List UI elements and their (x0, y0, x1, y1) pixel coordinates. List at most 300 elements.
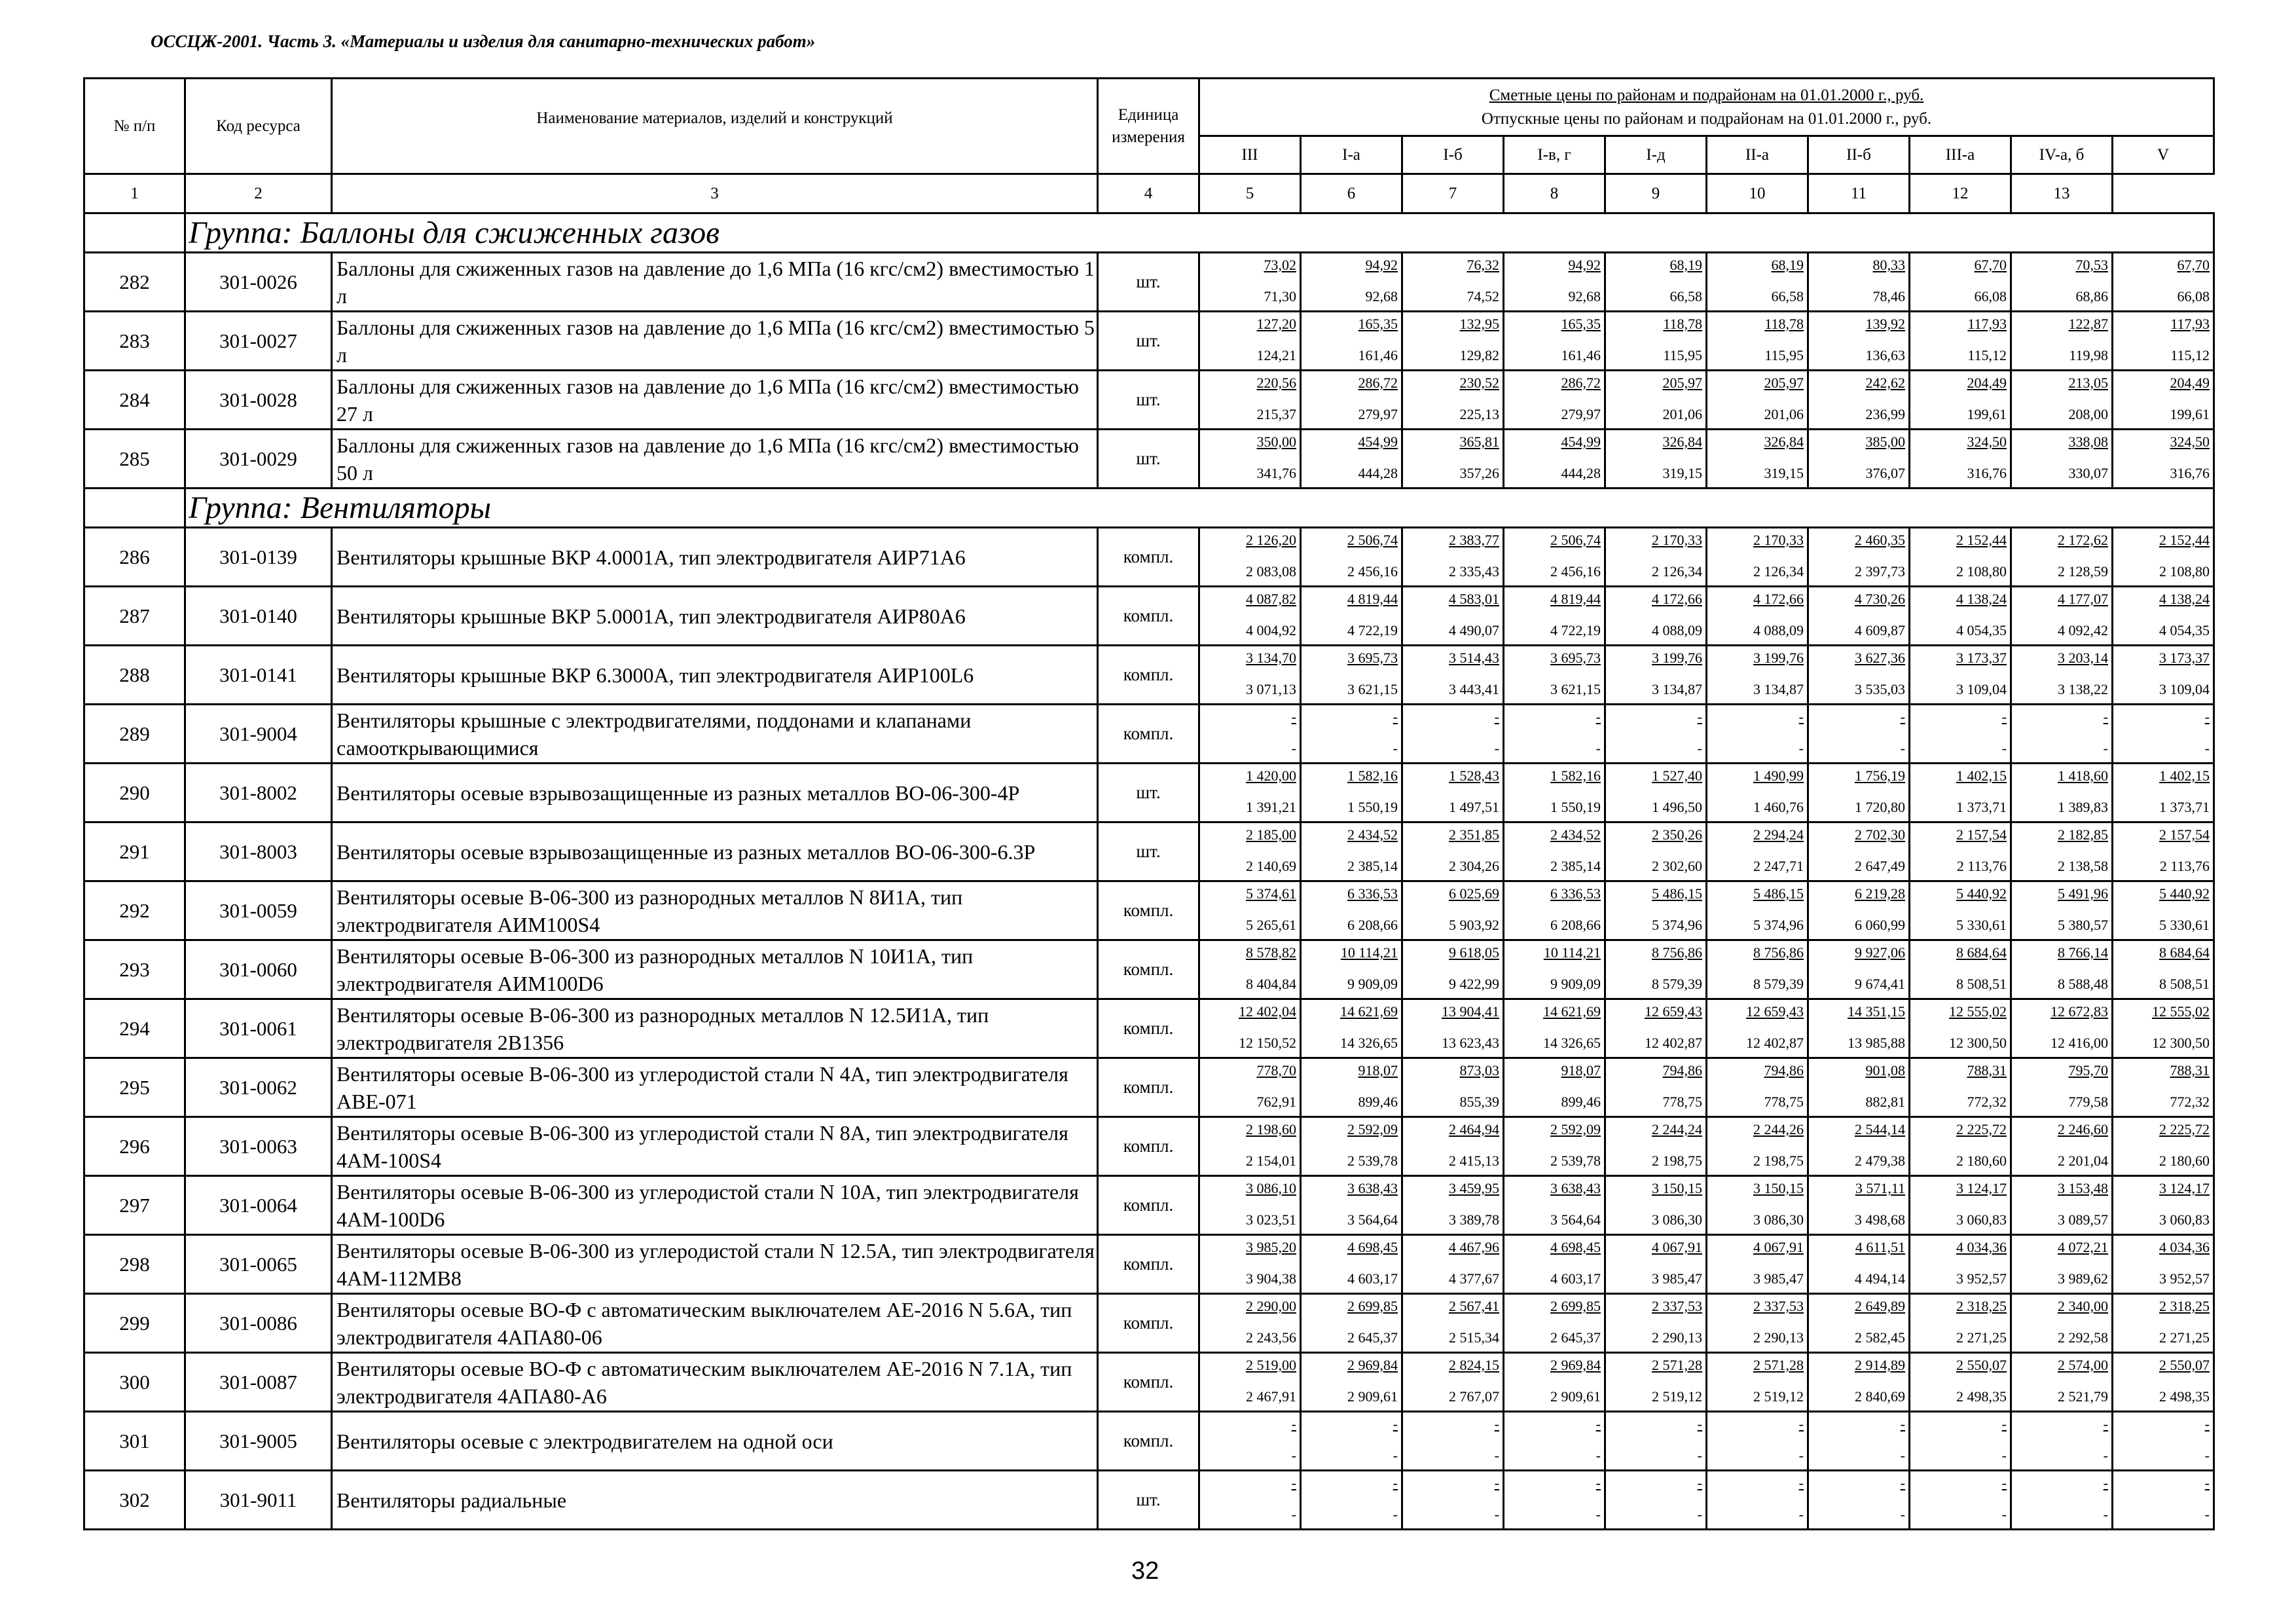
estimate-price: 2 225,72 (2159, 1121, 2210, 1137)
price-cell (1707, 1176, 1808, 1235)
price-pair (1200, 941, 1300, 998)
release-price: 225,13 (1459, 406, 1499, 422)
price-pair (1910, 430, 2010, 487)
price-cell (1808, 430, 1910, 489)
estimate-price: 204,49 (2170, 375, 2210, 391)
release-price: 201,06 (1764, 406, 1804, 422)
release-price: 3 060,83 (2159, 1211, 2210, 1228)
price-pair (1302, 1471, 1401, 1528)
estimate-price: - (1798, 1475, 1804, 1491)
price-pair (1707, 312, 1807, 369)
price-pair (1809, 1236, 1908, 1293)
release-price: 2 498,35 (2159, 1388, 2210, 1405)
estimate-price: 324,50 (1967, 434, 2007, 450)
column-number: 11 (1808, 174, 1910, 213)
price-cell (1402, 587, 1504, 646)
price-pair (1200, 1471, 1300, 1528)
header-prices-title-2: Отпускные цены по районам и подрайонам на 01.01.2000 г., руб. (1481, 109, 1932, 128)
price-pair (1403, 430, 1503, 487)
price-pair (2113, 1354, 2213, 1411)
price-cell (1504, 940, 1605, 999)
header-region: V (2113, 136, 2214, 174)
estimate-price: 2 550,07 (1956, 1357, 2007, 1373)
price-cell (1707, 646, 1808, 705)
price-cell (1808, 1235, 1910, 1294)
release-price: 1 550,19 (1347, 799, 1398, 815)
release-price: - (1798, 740, 1804, 756)
estimate-price: 326,84 (1764, 434, 1804, 450)
release-price: 129,82 (1459, 347, 1499, 363)
table-row (84, 881, 2214, 940)
price-pair (1403, 312, 1503, 369)
estimate-price: - (1494, 1475, 1499, 1491)
estimate-price: 2 434,52 (1550, 826, 1601, 843)
estimate-price: 2 182,85 (2058, 826, 2108, 843)
release-price: 3 089,57 (2058, 1211, 2108, 1228)
price-pair (1403, 528, 1503, 585)
release-price: 4 088,09 (1753, 622, 1804, 638)
price-cell (2113, 587, 2214, 646)
column-number: 4 (1098, 174, 1199, 213)
release-price: 4 004,92 (1246, 622, 1296, 638)
price-cell (1504, 371, 1605, 430)
price-pair (2012, 312, 2111, 369)
estimate-price: 3 150,15 (1652, 1180, 1702, 1196)
price-pair (1302, 1354, 1401, 1411)
release-price: 2 645,37 (1347, 1329, 1398, 1346)
price-cell (1808, 881, 1910, 940)
price-pair (2113, 1412, 2213, 1469)
price-cell (1808, 253, 1910, 312)
table-row (84, 528, 2214, 587)
price-pair (1302, 1412, 1401, 1469)
price-pair (1302, 312, 1401, 369)
estimate-price: 3 459,95 (1449, 1180, 1499, 1196)
price-pair (2113, 646, 2213, 703)
release-price: 66,08 (1974, 288, 2007, 304)
price-cell (1605, 430, 1707, 489)
release-price: 2 126,34 (1652, 563, 1702, 580)
release-price: 2 397,73 (1855, 563, 1905, 580)
price-pair (1504, 705, 1604, 762)
estimate-price: 8 578,82 (1246, 944, 1296, 961)
estimate-price: 4 067,91 (1652, 1239, 1702, 1255)
estimate-price: 6 336,53 (1347, 885, 1398, 902)
release-price: 778,75 (1662, 1094, 1702, 1110)
estimate-price: 2 383,77 (1449, 532, 1499, 548)
release-price: - (1393, 1506, 1398, 1522)
price-pair (1707, 1354, 1807, 1411)
release-price: - (1900, 1447, 1905, 1464)
price-pair (1910, 1236, 2010, 1293)
estimate-price: - (1595, 709, 1601, 725)
price-pair (2113, 1471, 2213, 1528)
price-cell (1504, 999, 1605, 1058)
price-pair (1200, 882, 1300, 939)
resource-code: 301-0065 (185, 1235, 332, 1294)
header-name: Наименование материалов, изделий и конструкций (332, 79, 1098, 174)
row-number: 302 (84, 1471, 185, 1530)
estimate-price: 901,08 (1865, 1062, 1905, 1079)
release-price: 66,58 (1771, 288, 1804, 304)
price-pair (1606, 1177, 1705, 1234)
price-table (83, 77, 2215, 1530)
price-cell (1301, 705, 1402, 764)
column-number: 7 (1402, 174, 1504, 213)
estimate-price: - (1291, 709, 1296, 725)
release-price: 5 374,96 (1652, 917, 1702, 933)
release-price: 2 498,35 (1956, 1388, 2007, 1405)
item-name: Вентиляторы крышные ВКР 6.3000А, тип электродвигателя АИР100L6 (332, 646, 1098, 705)
header-prices (1199, 79, 2214, 136)
price-cell (2011, 528, 2113, 587)
price-cell (1707, 1412, 1808, 1471)
estimate-price: 117,93 (1967, 316, 2007, 332)
release-price: 2 515,34 (1449, 1329, 1499, 1346)
estimate-price: 12 659,43 (1645, 1003, 1702, 1020)
release-price: 8 588,48 (2058, 976, 2108, 992)
price-cell (1199, 587, 1301, 646)
column-number: 9 (1605, 174, 1707, 213)
header-unit: Единица измерения (1098, 79, 1199, 174)
table-row (84, 1412, 2214, 1471)
price-pair (1504, 823, 1604, 880)
estimate-price: 5 440,92 (2159, 885, 2210, 902)
estimate-price: 2 185,00 (1246, 826, 1296, 843)
estimate-price: 70,53 (2075, 257, 2108, 273)
group-blank (84, 213, 185, 253)
estimate-price: 1 402,15 (1956, 767, 2007, 784)
release-price: 12 150,52 (1239, 1035, 1296, 1051)
estimate-price: 8 756,86 (1652, 944, 1702, 961)
price-cell (1707, 1294, 1808, 1353)
price-pair (2113, 1118, 2213, 1175)
price-pair (1606, 1412, 1705, 1469)
estimate-price: 4 177,07 (2058, 591, 2108, 607)
resource-code: 301-9004 (185, 705, 332, 764)
price-cell (1301, 881, 1402, 940)
release-price: - (2204, 1506, 2210, 1522)
price-cell (1504, 1117, 1605, 1176)
price-cell (2113, 999, 2214, 1058)
table-row (84, 430, 2214, 489)
estimate-price: 3 173,37 (1956, 650, 2007, 666)
resource-code: 301-0027 (185, 312, 332, 371)
resource-code: 301-0086 (185, 1294, 332, 1353)
price-pair (2113, 764, 2213, 821)
estimate-price: 8 684,64 (2159, 944, 2210, 961)
price-pair (1707, 941, 1807, 998)
estimate-price: 2 699,85 (1347, 1298, 1398, 1314)
release-price: 2 180,60 (2159, 1153, 2210, 1169)
release-price: 3 134,87 (1652, 681, 1702, 697)
price-cell (1605, 1117, 1707, 1176)
price-cell (1808, 1412, 1910, 1471)
price-pair (2113, 371, 2213, 428)
estimate-price: 6 336,53 (1550, 885, 1601, 902)
price-pair (1707, 253, 1807, 310)
price-pair (1910, 646, 2010, 703)
estimate-price: 2 567,41 (1449, 1298, 1499, 1314)
header-code: Код ресурса (185, 79, 332, 174)
table-row (84, 312, 2214, 371)
release-price: 74,52 (1467, 288, 1499, 304)
price-pair (1707, 823, 1807, 880)
price-cell (1301, 1117, 1402, 1176)
release-price: 772,32 (1967, 1094, 2007, 1110)
row-number: 282 (84, 253, 185, 312)
price-cell (1199, 312, 1301, 371)
price-pair (2012, 253, 2111, 310)
price-cell (1199, 1294, 1301, 1353)
release-price: 2 126,34 (1753, 563, 1804, 580)
price-pair (1403, 823, 1503, 880)
release-price: 2 304,26 (1449, 858, 1499, 874)
release-price: 376,07 (1865, 465, 1905, 481)
price-cell (1402, 1058, 1504, 1117)
price-cell (1301, 764, 1402, 822)
estimate-price: 2 290,00 (1246, 1298, 1296, 1314)
price-pair (1707, 1177, 1807, 1234)
price-cell (1910, 312, 2011, 371)
release-price: 2 479,38 (1855, 1153, 1905, 1169)
price-pair (1504, 1059, 1604, 1116)
release-price: 3 952,57 (2159, 1270, 2210, 1287)
estimate-price: 6 219,28 (1855, 885, 1905, 902)
column-number: 3 (332, 174, 1098, 213)
estimate-price: - (2001, 709, 2007, 725)
row-number: 297 (84, 1176, 185, 1235)
price-pair (1606, 646, 1705, 703)
price-cell (1707, 1058, 1808, 1117)
price-pair (1200, 1412, 1300, 1469)
price-pair (2113, 253, 2213, 310)
price-pair (1403, 1118, 1503, 1175)
price-cell (1199, 1412, 1301, 1471)
release-price: 5 330,61 (2159, 917, 2210, 933)
resource-code: 301-0059 (185, 881, 332, 940)
price-pair (2012, 1177, 2111, 1234)
price-pair (1504, 882, 1604, 939)
price-cell (1605, 822, 1707, 881)
price-cell (1199, 1471, 1301, 1530)
price-pair (1606, 882, 1705, 939)
estimate-price: 918,07 (1561, 1062, 1601, 1079)
price-pair (2113, 705, 2213, 762)
estimate-price: 13 904,41 (1442, 1003, 1499, 1020)
estimate-price: 68,19 (1771, 257, 1804, 273)
estimate-price: 122,87 (2068, 316, 2108, 332)
table-row (84, 1471, 2214, 1530)
release-price: 71,30 (1264, 288, 1296, 304)
estimate-price: - (2001, 1416, 2007, 1432)
price-cell (1402, 528, 1504, 587)
estimate-price: 454,99 (1358, 434, 1398, 450)
item-name: Вентиляторы осевые В-06-300 из разнородных металлов N 8И1А, тип электродвигателя АИМ100S4 (332, 881, 1098, 940)
release-price: 2 292,58 (2058, 1329, 2108, 1346)
estimate-price: 2 699,85 (1550, 1298, 1601, 1314)
resource-code: 301-0140 (185, 587, 332, 646)
price-pair (1809, 941, 1908, 998)
release-price: 8 579,39 (1753, 976, 1804, 992)
item-unit: компл. (1098, 646, 1199, 705)
price-pair (2113, 1236, 2213, 1293)
item-unit: компл. (1098, 881, 1199, 940)
price-cell (2011, 822, 2113, 881)
price-cell (1808, 764, 1910, 822)
release-price: 279,97 (1561, 406, 1601, 422)
price-cell (1504, 312, 1605, 371)
price-pair (1200, 528, 1300, 585)
estimate-price: 2 914,89 (1855, 1357, 1905, 1373)
price-cell (1301, 1058, 1402, 1117)
estimate-price: 2 337,53 (1652, 1298, 1702, 1314)
release-price: 444,28 (1561, 465, 1601, 481)
estimate-price: 3 695,73 (1550, 650, 1601, 666)
estimate-price: 3 638,43 (1550, 1180, 1601, 1196)
price-cell (1910, 1058, 2011, 1117)
price-cell (1402, 881, 1504, 940)
estimate-price: 3 134,70 (1246, 650, 1296, 666)
price-pair (1809, 312, 1908, 369)
price-pair (1403, 587, 1503, 644)
price-pair (1200, 1059, 1300, 1116)
release-price: 2 201,04 (2058, 1153, 2108, 1169)
release-price: 4 054,35 (1956, 622, 2007, 638)
item-unit: шт. (1098, 822, 1199, 881)
price-pair (1403, 705, 1503, 762)
price-cell (1808, 312, 1910, 371)
estimate-price: - (2204, 709, 2210, 725)
estimate-price: - (2204, 1475, 2210, 1491)
price-cell (1402, 705, 1504, 764)
price-cell (1402, 1294, 1504, 1353)
estimate-price: 1 528,43 (1449, 767, 1499, 784)
price-cell (1199, 1235, 1301, 1294)
price-pair (2113, 528, 2213, 585)
price-cell (1808, 822, 1910, 881)
release-price: 3 952,57 (1956, 1270, 2007, 1287)
price-cell (1605, 646, 1707, 705)
release-price: 4 377,67 (1449, 1270, 1499, 1287)
estimate-price: 204,49 (1967, 375, 2007, 391)
price-pair (1707, 371, 1807, 428)
resource-code: 301-8002 (185, 764, 332, 822)
price-cell (1605, 528, 1707, 587)
price-cell (1504, 822, 1605, 881)
price-pair (2012, 1059, 2111, 1116)
item-name: Вентиляторы крышные с электродвигателями, поддонами и клапанами самооткрывающимися (332, 705, 1098, 764)
row-number: 287 (84, 587, 185, 646)
release-price: 2 108,80 (2159, 563, 2210, 580)
price-pair (1302, 1118, 1401, 1175)
release-price: 2 247,71 (1753, 858, 1804, 874)
price-pair (1200, 587, 1300, 644)
estimate-price: 324,50 (2170, 434, 2210, 450)
release-price: 136,63 (1865, 347, 1905, 363)
price-cell (1402, 1176, 1504, 1235)
price-pair (1606, 1059, 1705, 1116)
price-cell (2011, 881, 2113, 940)
resource-code: 301-0062 (185, 1058, 332, 1117)
release-price: - (1393, 1447, 1398, 1464)
resource-code: 301-0141 (185, 646, 332, 705)
estimate-price: 3 124,17 (1956, 1180, 2007, 1196)
release-price: 12 416,00 (2050, 1035, 2108, 1051)
release-price: 199,61 (1967, 406, 2007, 422)
table-row (84, 1353, 2214, 1412)
resource-code: 301-0063 (185, 1117, 332, 1176)
price-pair (1809, 823, 1908, 880)
row-number: 295 (84, 1058, 185, 1117)
price-cell (1301, 1294, 1402, 1353)
release-price: 2 108,80 (1956, 563, 2007, 580)
item-name: Баллоны для сжиженных газов на давление до 1,6 МПа (16 кгс/см2) вместимостью 27 л (332, 371, 1098, 430)
estimate-price: 3 571,11 (1855, 1180, 1905, 1196)
price-pair (1200, 705, 1300, 762)
estimate-price: 3 695,73 (1347, 650, 1398, 666)
estimate-price: 8 766,14 (2058, 944, 2108, 961)
release-price: 279,97 (1358, 406, 1398, 422)
release-price: 1 460,76 (1753, 799, 1804, 815)
price-cell (1808, 1117, 1910, 1176)
estimate-price: 2 506,74 (1550, 532, 1601, 548)
price-cell (2113, 312, 2214, 371)
price-pair (1403, 882, 1503, 939)
estimate-price: 2 340,00 (2058, 1298, 2108, 1314)
table-row (84, 940, 2214, 999)
estimate-price: 2 571,28 (1753, 1357, 1804, 1373)
estimate-price: 1 527,40 (1652, 767, 1702, 784)
price-pair (1809, 764, 1908, 821)
price-cell (1707, 881, 1808, 940)
price-cell (1199, 881, 1301, 940)
estimate-price: 1 582,16 (1550, 767, 1601, 784)
price-pair (1200, 1354, 1300, 1411)
price-pair (1302, 1295, 1401, 1352)
release-price: 92,68 (1568, 288, 1601, 304)
price-pair (2113, 1295, 2213, 1352)
release-price: 3 564,64 (1550, 1211, 1601, 1228)
release-price: - (2001, 1506, 2007, 1522)
price-pair (2113, 882, 2213, 939)
estimate-price: 2 519,00 (1246, 1357, 1296, 1373)
column-number: 1 (84, 174, 185, 213)
row-number: 291 (84, 822, 185, 881)
price-cell (1301, 646, 1402, 705)
release-price: 9 909,09 (1550, 976, 1601, 992)
estimate-price: 14 621,69 (1340, 1003, 1398, 1020)
release-price: 66,58 (1669, 288, 1702, 304)
price-cell (2011, 312, 2113, 371)
price-pair (2012, 882, 2111, 939)
price-cell (1402, 253, 1504, 312)
release-price: 4 494,14 (1855, 1270, 1905, 1287)
price-cell (1605, 1353, 1707, 1412)
estimate-price: 794,86 (1764, 1062, 1804, 1079)
release-price: 6 208,66 (1347, 917, 1398, 933)
release-price: - (1393, 740, 1398, 756)
item-name: Вентиляторы осевые В-06-300 из углеродистой стали N 10А, тип электродвигателя 4АМ-100D6 (332, 1176, 1098, 1235)
price-cell (2113, 1058, 2214, 1117)
table-row (84, 253, 2214, 312)
release-price: - (1697, 740, 1702, 756)
release-price: 3 109,04 (1956, 681, 2007, 697)
price-pair (1403, 371, 1503, 428)
estimate-price: 1 402,15 (2159, 767, 2210, 784)
release-price: 68,86 (2075, 288, 2108, 304)
price-cell (1707, 764, 1808, 822)
